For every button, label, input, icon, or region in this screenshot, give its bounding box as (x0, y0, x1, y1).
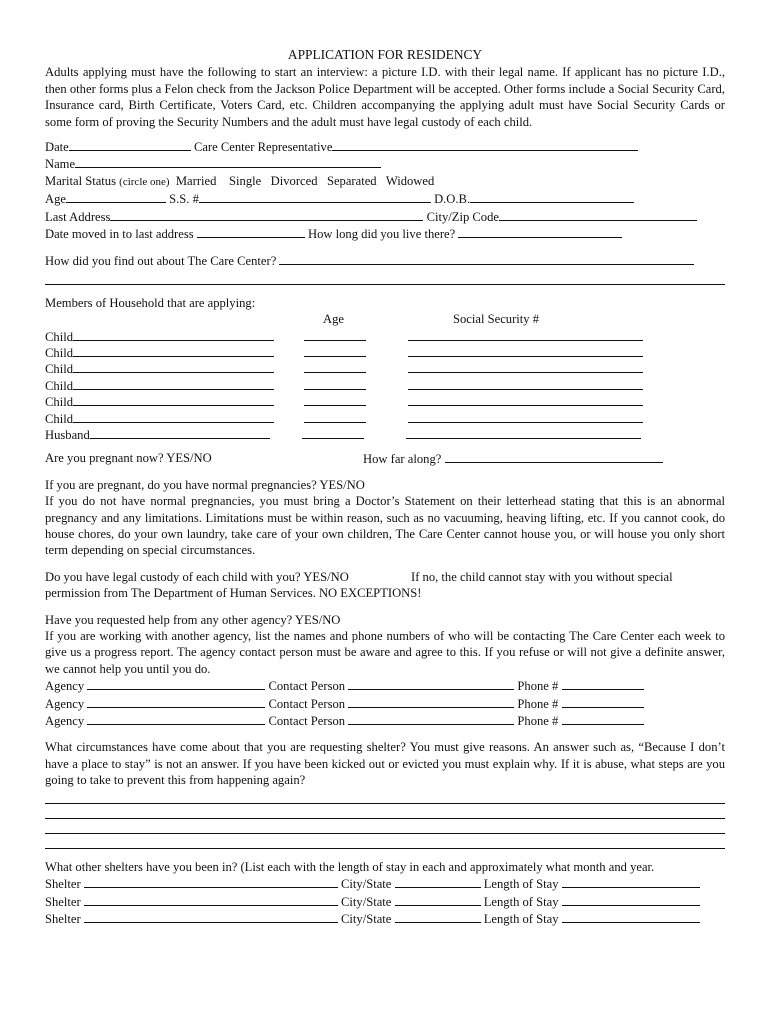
member-name-field[interactable] (73, 410, 274, 423)
member-label: Child (45, 411, 73, 426)
agency-field[interactable] (87, 712, 265, 725)
pregnant-row: Are you pregnant now? YES/NO How far along? (45, 450, 725, 466)
age-header: Age (323, 312, 344, 327)
household-member-row (45, 410, 725, 426)
circumstances-line[interactable] (45, 819, 725, 834)
member-label: Child (45, 346, 73, 361)
care-rep-field[interactable] (332, 138, 638, 151)
member-label: Child (45, 395, 73, 410)
member-name-field[interactable] (73, 360, 274, 373)
shelter-list (45, 875, 725, 927)
household-member-row (45, 393, 725, 409)
household-member-row (45, 344, 725, 360)
length-of-stay-field[interactable] (562, 875, 700, 888)
member-name-field[interactable] (73, 328, 274, 341)
member-name-field[interactable] (90, 426, 270, 439)
city-state-field[interactable] (395, 893, 481, 906)
last-address-field[interactable] (110, 208, 423, 221)
phone-field[interactable] (562, 695, 644, 708)
address-row: Last Address City/Zip Code (45, 208, 725, 225)
household-member-row (45, 328, 725, 344)
contact-person-field[interactable] (348, 695, 514, 708)
city-state-field[interactable] (395, 875, 481, 888)
how-long-field[interactable] (458, 225, 622, 238)
member-age-field[interactable] (304, 393, 366, 406)
dob-field[interactable] (470, 190, 634, 203)
member-age-field[interactable] (304, 344, 366, 357)
member-label: Child (45, 329, 73, 344)
member-name-field[interactable] (73, 344, 274, 357)
date-rep-row: Date Care Center Representative (45, 138, 725, 155)
member-age-field[interactable] (302, 426, 364, 439)
find-out-row: How did you find out about The Care Center? (45, 252, 725, 269)
custody-row: Do you have legal custody of each child with you? YES/NO If no, the child cannot stay with you without special (45, 569, 673, 584)
shelter-row: Shelter City/State Length of Stay (45, 910, 725, 927)
household-header-row (45, 311, 725, 327)
phone-field[interactable] (562, 677, 644, 690)
circumstances-paragraph: What circumstances have come about that you are requesting shelter? You must give reasons. An answer such as, “Because I don’t have a place to stay” is not an answer. If you have been kicked out or evicted you must explain why. If it is abuse, what steps are you going to take to prevent this from happening again? (45, 740, 725, 788)
member-name-field[interactable] (73, 393, 274, 406)
member-label: Child (45, 362, 73, 377)
shelter-field[interactable] (84, 893, 338, 906)
ss-header: Social Security # (453, 312, 540, 327)
form-title: APPLICATION FOR RESIDENCY (287, 47, 483, 62)
agency-row: Agency Contact Person Phone # (45, 712, 725, 729)
member-ss-field[interactable] (408, 328, 643, 341)
member-label: Husband (45, 428, 90, 443)
member-label: Child (45, 378, 73, 393)
moved-row: Date moved in to last address How long did you live there? (45, 225, 725, 242)
agency-list (45, 677, 725, 729)
marital-row: Marital Status (circle one) Married Single Divorced Separated Widowed (45, 173, 435, 188)
agency-field[interactable] (87, 695, 265, 708)
shelter-field[interactable] (84, 875, 338, 888)
member-ss-field[interactable] (406, 426, 641, 439)
length-of-stay-field[interactable] (562, 893, 700, 906)
normal-pregnancy-question: If you are pregnant, do you have normal pregnancies? YES/NO (45, 477, 365, 492)
ss-field[interactable] (199, 190, 431, 203)
custody-note: permission from The Department of Human Services. NO EXCEPTIONS! (45, 586, 422, 601)
city-zip-field[interactable] (499, 208, 697, 221)
member-age-field[interactable] (304, 328, 366, 341)
city-state-field[interactable] (395, 910, 481, 923)
phone-field[interactable] (562, 712, 644, 725)
agency-row: Agency Contact Person Phone # (45, 695, 725, 712)
name-field[interactable] (75, 155, 381, 168)
member-age-field[interactable] (304, 410, 366, 423)
household-member-row (45, 377, 725, 393)
age-field[interactable] (66, 190, 166, 203)
member-name-field[interactable] (73, 377, 274, 390)
age-ss-dob-row: Age S.S. # D.O.B. (45, 190, 725, 207)
agency-field[interactable] (87, 677, 265, 690)
member-ss-field[interactable] (408, 377, 643, 390)
agency-question: Have you requested help from any other agency? YES/NO (45, 612, 341, 627)
member-age-field[interactable] (304, 360, 366, 373)
agency-paragraph: If you are working with another agency, list the names and phone numbers of who will be contacting The Care Center each week to give us a progress report. The agency contact person must be aware and agree to this. If you refuse or will not give a definite answer, we cannot help you until you do. (45, 629, 725, 676)
find-out-line-2[interactable] (45, 270, 725, 285)
pregnancy-paragraph: If you do not have normal pregnancies, you must bring a Doctor’s Statement on their letterhead stating that this is an abnormal pregnancy and any limitations. Limitations must be within reason, such as no vacuuming, heaving lifting, etc. If you cannot cook, do house chores, do your own laundry, take care of your own children, The Care Center cannot house you, or will house you only short term depending on special circumstances. (45, 494, 725, 558)
date-field[interactable] (69, 138, 191, 151)
circumstances-line[interactable] (45, 789, 725, 804)
agency-row: Agency Contact Person Phone # (45, 677, 725, 694)
shelter-row: Shelter City/State Length of Stay (45, 875, 725, 892)
shelter-field[interactable] (84, 910, 338, 923)
member-ss-field[interactable] (408, 344, 643, 357)
marital-options[interactable]: Married Single Divorced Separated Widowed (175, 173, 435, 188)
member-ss-field[interactable] (408, 393, 643, 406)
find-out-field[interactable] (279, 252, 694, 265)
shelters-question: What other shelters have you been in? (List each with the length of stay in each and approximately what month and year. (45, 859, 655, 874)
household-heading: Members of Household that are applying: (45, 295, 256, 310)
contact-person-field[interactable] (348, 712, 514, 725)
household-member-row (45, 360, 725, 376)
date-moved-field[interactable] (197, 225, 305, 238)
member-ss-field[interactable] (408, 410, 643, 423)
contact-person-field[interactable] (348, 677, 514, 690)
application-form (45, 47, 725, 927)
how-far-field[interactable] (445, 450, 663, 463)
shelter-row: Shelter City/State Length of Stay (45, 893, 725, 910)
circumstances-line[interactable] (45, 804, 725, 819)
household-member-row (45, 426, 725, 442)
circumstances-line[interactable] (45, 834, 725, 849)
length-of-stay-field[interactable] (562, 910, 700, 923)
member-age-field[interactable] (304, 377, 366, 390)
name-row: Name (45, 155, 725, 172)
intro-paragraph: Adults applying must have the following to start an interview: a picture I.D. with their legal name. If applicant has no picture I.D., then other forms plus a Felon check from the Jackson Police Department will be accepted. Other forms include a Social Security Card, Insurance card, Birth Certificate, Voters Card, etc. Children accompanying the applying adult must have Social Security Cards or some form of proving the Security Numbers and the adult must have legal custody of each child. (45, 65, 725, 129)
member-ss-field[interactable] (408, 360, 643, 373)
household-list (45, 328, 725, 443)
